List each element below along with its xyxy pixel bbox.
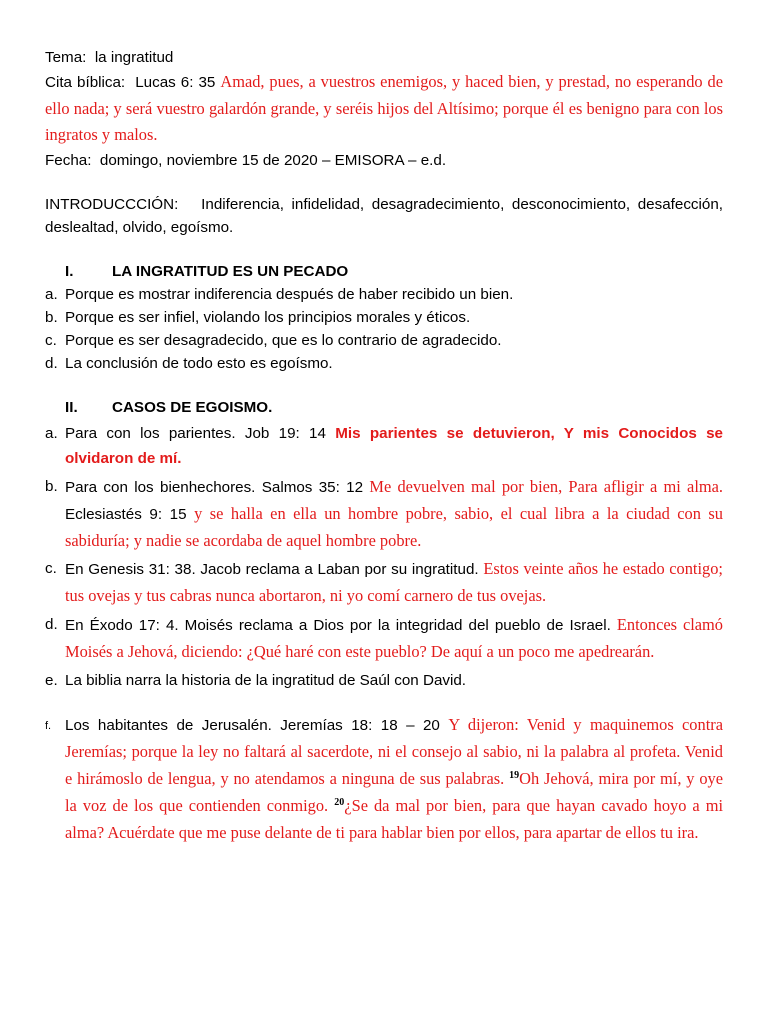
case-d-verse: Entonces clamó Moisés a Jehová, diciendo: ¿Qué haré con este pueblo? De aquí a un poco me apedrearán. bbox=[65, 615, 723, 661]
case-f-verse-1: Y dijeron: Venid y maquinemos contra Jeremías; porque la ley no faltará al sacerdote, ni el consejo al sabio, ni la palabra al profeta. Venid e hirámoslo de lengua, y no atendamos a ninguna de sus palabras. bbox=[65, 715, 723, 789]
list-item-label: b. bbox=[45, 308, 58, 326]
section-2-num: II. bbox=[65, 398, 78, 416]
list-item bbox=[45, 306, 723, 329]
intro-text: Indiferencia, infidelidad, desagradecimiento, desconocimiento, desafección, deslealtad, olvido, egoísmo. bbox=[45, 195, 723, 236]
list-item-text: Porque es ser infiel, violando los principios morales y éticos. bbox=[65, 308, 471, 326]
list-item bbox=[45, 668, 723, 694]
intro-label: INTRODUCCCIÓN: bbox=[45, 195, 179, 213]
section-1-list bbox=[45, 283, 723, 375]
section-2-heading bbox=[45, 396, 723, 419]
list-item bbox=[45, 352, 723, 375]
section-1-title: LA INGRATITUD ES UN PECADO bbox=[112, 262, 349, 280]
case-d-text: En Éxodo 17: 4. Moisés reclama a Dios por la integridad del pueblo de Israel. bbox=[65, 617, 611, 635]
section-2-list bbox=[45, 421, 723, 847]
list-item bbox=[45, 712, 723, 846]
list-item bbox=[45, 329, 723, 352]
cita-verse: Amad, pues, a vuestros enemigos, y haced bien, y prestad, no esperando de ello nada; y será vuestro galardón grande, y seréis hijos del Altísimo; porque él es benigno para con los ingratos y malos. bbox=[45, 72, 723, 144]
case-b-ref-2: Eclesiastés 9: 15 bbox=[65, 505, 187, 523]
case-f-verse-3: ¿Se da mal por bien, para que hayan cavado hoyo a mi alma? Acuérdate que me puse delante de ti para hablar bien por ellos, para apartar de ellos tu ira. bbox=[65, 795, 723, 842]
list-item-label: f. bbox=[45, 720, 52, 733]
list-item-label: a. bbox=[45, 285, 58, 303]
section-1-num: I. bbox=[65, 262, 74, 280]
list-item bbox=[45, 612, 723, 666]
list-item bbox=[45, 474, 723, 554]
tema-value: la ingratitud bbox=[94, 49, 174, 66]
list-item-text bbox=[65, 474, 723, 554]
case-f-text: Los habitantes de Jerusalén. Jeremías 18: 18 – 20 bbox=[65, 717, 440, 735]
case-b-verse-1: Me devuelven mal por bien, Para afligir a mi alma. bbox=[369, 477, 723, 497]
fecha-line bbox=[45, 149, 723, 172]
intro-paragraph bbox=[45, 193, 723, 239]
section-2-title: CASOS DE EGOISMO. bbox=[112, 398, 273, 416]
list-item-text bbox=[65, 556, 723, 610]
list-item-text: La biblia narra la historia de la ingratitud de Saúl con David. bbox=[65, 671, 467, 689]
case-c-text: En Genesis 31: 38. Jacob reclama a Laban por su ingratitud. bbox=[65, 561, 479, 579]
cita-paragraph bbox=[45, 69, 723, 149]
list-item-text bbox=[65, 712, 723, 846]
list-item-text: La conclusión de todo esto es egoísmo. bbox=[65, 354, 333, 372]
list-item bbox=[45, 556, 723, 610]
fecha-value: domingo, noviembre 15 de 2020 – EMISORA – e.d. bbox=[99, 151, 447, 169]
verse-number-20: 20 bbox=[334, 796, 345, 808]
fecha-label: Fecha: bbox=[45, 151, 92, 169]
list-item bbox=[45, 283, 723, 306]
list-item-text bbox=[65, 612, 723, 666]
case-b-text: Para con los bienhechores. Salmos 35: 12 bbox=[65, 479, 364, 497]
case-b-verse-2: y se halla en ella un hombre pobre, sabio, el cual libra a la ciudad con su sabiduría; y nadie se acordaba de aquel hombre pobre. bbox=[65, 503, 723, 550]
list-item-text: Porque es ser desagradecido, que es lo contrario de agradecido. bbox=[65, 331, 502, 349]
case-f-verse-2: Oh Jehová, mira por mí, y oye la voz de los que contienden conmigo. bbox=[65, 769, 723, 815]
list-item-label: d. bbox=[45, 616, 58, 634]
list-item-label: d. bbox=[45, 354, 58, 372]
cita-label: Cita bíblica: bbox=[45, 74, 126, 91]
cita-ref: Lucas 6: 35 bbox=[135, 74, 216, 91]
section-1-heading bbox=[45, 260, 723, 283]
list-item-label: c. bbox=[45, 560, 57, 578]
case-c-verse: Estos veinte años he estado contigo; tus ovejas y tus cabras nunca abortaron, ni yo comí carnero de tus ovejas. bbox=[65, 559, 723, 606]
list-item-label: a. bbox=[45, 424, 58, 442]
list-item-label: b. bbox=[45, 478, 58, 496]
case-a-verse: Mis parientes se detuvieron, Y mis Conocidos se olvidaron de mí. bbox=[65, 424, 723, 468]
verse-number-19: 19 bbox=[509, 770, 520, 781]
tema-label: Tema: bbox=[45, 49, 87, 66]
document-page bbox=[45, 46, 723, 846]
list-item bbox=[45, 421, 723, 473]
tema-line bbox=[45, 46, 723, 69]
list-item-text bbox=[65, 421, 723, 473]
list-item-label: c. bbox=[45, 331, 57, 349]
list-item-label: e. bbox=[45, 671, 58, 689]
case-a-text: Para con los parientes. Job 19: 14 bbox=[65, 424, 326, 442]
list-item-text: Porque es mostrar indiferencia después de haber recibido un bien. bbox=[65, 285, 514, 303]
